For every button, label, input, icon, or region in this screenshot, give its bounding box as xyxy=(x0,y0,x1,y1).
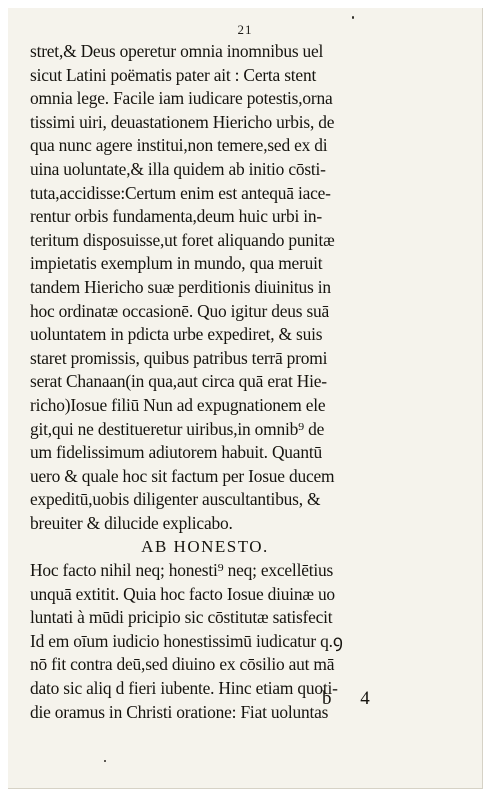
text-line: die oramus in Christi oratione: Fiat uoluntas xyxy=(30,701,329,722)
signature-mark: b 4 xyxy=(322,688,382,709)
text-line: breuiter & dilucide explicabo. xyxy=(30,512,233,533)
text-line: um fidelissimum adiutorem habuit. Quantū xyxy=(30,442,322,463)
text-line: uina uoluntate,& illa quidem ab initio cōsti- xyxy=(30,158,326,179)
text-line: Hoc facto nihil neq; honesti⁹ neq; excellētius xyxy=(30,560,334,581)
text-line: luntati à mūdi pricipio sic cōstitutæ satisfecit xyxy=(30,607,333,628)
text-line: expeditū,uobis diligenter auscultantibus, & xyxy=(30,489,321,510)
text-line: tissimi uiri, deuastationem Hiericho urbis, de xyxy=(30,111,335,132)
section-heading: AB HONESTO. xyxy=(141,537,269,557)
text-line: unquā extitit. Quia hoc facto Iosue diuinæ uo xyxy=(30,583,335,604)
text-line: omnia lege. Facile iam iudicare potestis,orna xyxy=(30,88,333,109)
ink-speck xyxy=(104,760,106,762)
text-line: dato sic aliq d fieri iubente. Hinc etiam quoti- xyxy=(30,678,338,699)
text-line: sicut Latini poëmatis pater ait : Certa stent xyxy=(30,64,317,85)
text-line: Id em oīum iudicio honestissimū iudicatur q.ꝯ xyxy=(30,630,343,651)
text-line: teritum disposuisse,ut foret aliquando punitæ xyxy=(30,229,335,250)
text-line: richo)Iosue filiū Nun ad expugnationem ele xyxy=(30,394,326,415)
page-number: 21 xyxy=(237,22,253,37)
text-line: impietatis exemplum in mundo, qua meruit xyxy=(30,253,323,274)
text-line: staret promissis, quibus patribus terrā promi xyxy=(30,347,328,368)
text-line: serat Chanaan(in qua,aut circa quā erat Hie- xyxy=(30,371,327,392)
text-line: stret,& Deus operetur omnia inomnibus uel xyxy=(30,41,324,61)
text-line: uero & quale hoc sit factum per Iosue ducem xyxy=(30,465,335,486)
body-text xyxy=(30,40,420,724)
text-line: rentur orbis fundamenta,deum huic urbi in- xyxy=(30,206,322,227)
text-line: nō fit contra deū,sed diuino ex cōsilio aut mā xyxy=(30,654,335,675)
text-line: hoc ordinatæ occasionē. Quo igitur deus suā xyxy=(30,300,330,321)
text-line: qua nunc agere institui,non temere,sed ex di xyxy=(30,135,328,156)
text-line: uoluntatem in pdicta urbe expediret, & suis xyxy=(30,324,323,345)
text-line: tandem Hiericho suæ perditionis diuinitus in xyxy=(30,276,331,297)
text-line: tuta,accidisse:Certum enim est antequā iace- xyxy=(30,182,331,203)
ink-speck xyxy=(352,16,354,19)
text-line: git,qui ne destitueretur uiribus,in omnib⁹ de xyxy=(30,418,325,439)
